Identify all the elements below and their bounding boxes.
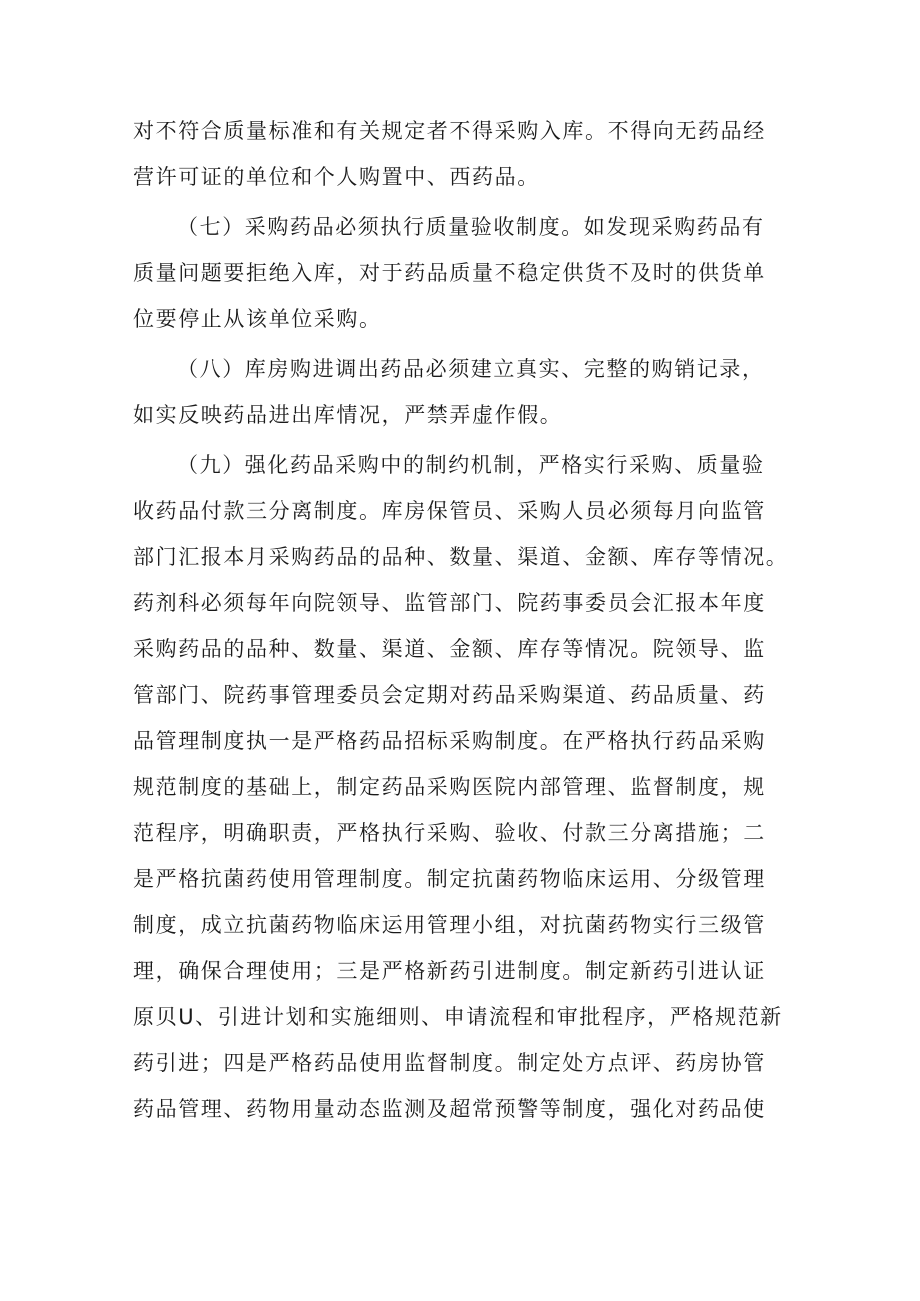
paragraph-9 bbox=[133, 442, 805, 1132]
paragraph-7 bbox=[133, 204, 805, 342]
text-line: 位要停止从该单位采购。 bbox=[133, 307, 382, 331]
text-line: 收药品付款三分离制度。库房保管员、采购人员必须每月向监管 bbox=[133, 499, 766, 523]
text-line: 管部门、院药事管理委员会定期对药品采购渠道、药品质量、药 bbox=[133, 683, 766, 707]
text-line: 部门汇报本月采购药品的品种、数量、渠道、金额、库存等情况。 bbox=[133, 545, 789, 569]
text-line: 制度，成立抗菌药物临床运用管理小组，对抗菌药物实行三级管 bbox=[133, 913, 766, 937]
paragraph-8 bbox=[133, 346, 805, 438]
text-line: 原贝U、引进计划和实施细则、申请流程和审批程序，严格规范新 bbox=[133, 1005, 783, 1029]
text-line: 规范制度的基础上，制定药品采购医院内部管理、监督制度，规 bbox=[133, 775, 766, 799]
document-body bbox=[133, 108, 805, 1132]
text-line: （八）库房购进调出药品必须建立真实、完整的购销记录， bbox=[177, 357, 765, 381]
text-line: 药品管理、药物用量动态监测及超常预警等制度，强化对药品使 bbox=[133, 1097, 766, 1121]
text-line: 药剂科必须每年向院领导、监管部门、院药事委员会汇报本年度 bbox=[133, 591, 766, 615]
text-line: 品管理制度执一是严格药品招标采购制度。在严格执行药品采购 bbox=[133, 729, 766, 753]
text-line: 理，确保合理使用；三是严格新药引进制度。制定新药引进认证 bbox=[133, 959, 766, 983]
text-line: 质量问题要拒绝入库，对于药品质量不稳定供货不及时的供货单 bbox=[133, 261, 766, 285]
text-line: 如实反映药品进出库情况，严禁弄虚作假。 bbox=[133, 403, 563, 427]
text-line: 采购药品的品种、数量、渠道、金额、库存等情况。院领导、监 bbox=[133, 637, 766, 661]
text-line: 范程序，明确职责，严格执行采购、验收、付款三分离措施；二 bbox=[133, 821, 766, 845]
text-line: （七）采购药品必须执行质量验收制度。如发现采购药品有 bbox=[177, 215, 765, 239]
text-line: 对不符合质量标准和有关规定者不得采购入库。不得向无药品经 bbox=[133, 119, 766, 143]
paragraph-continuation bbox=[133, 108, 805, 200]
text-line: 药引进；四是严格药品使用监督制度。制定处方点评、药房协管 bbox=[133, 1051, 766, 1075]
text-line: 营许可证的单位和个人购置中、西药品。 bbox=[133, 165, 540, 189]
text-line: （九）强化药品采购中的制约机制，严格实行采购、质量验 bbox=[177, 453, 765, 477]
text-line: 是严格抗菌药使用管理制度。制定抗菌药物临床运用、分级管理 bbox=[133, 867, 766, 891]
